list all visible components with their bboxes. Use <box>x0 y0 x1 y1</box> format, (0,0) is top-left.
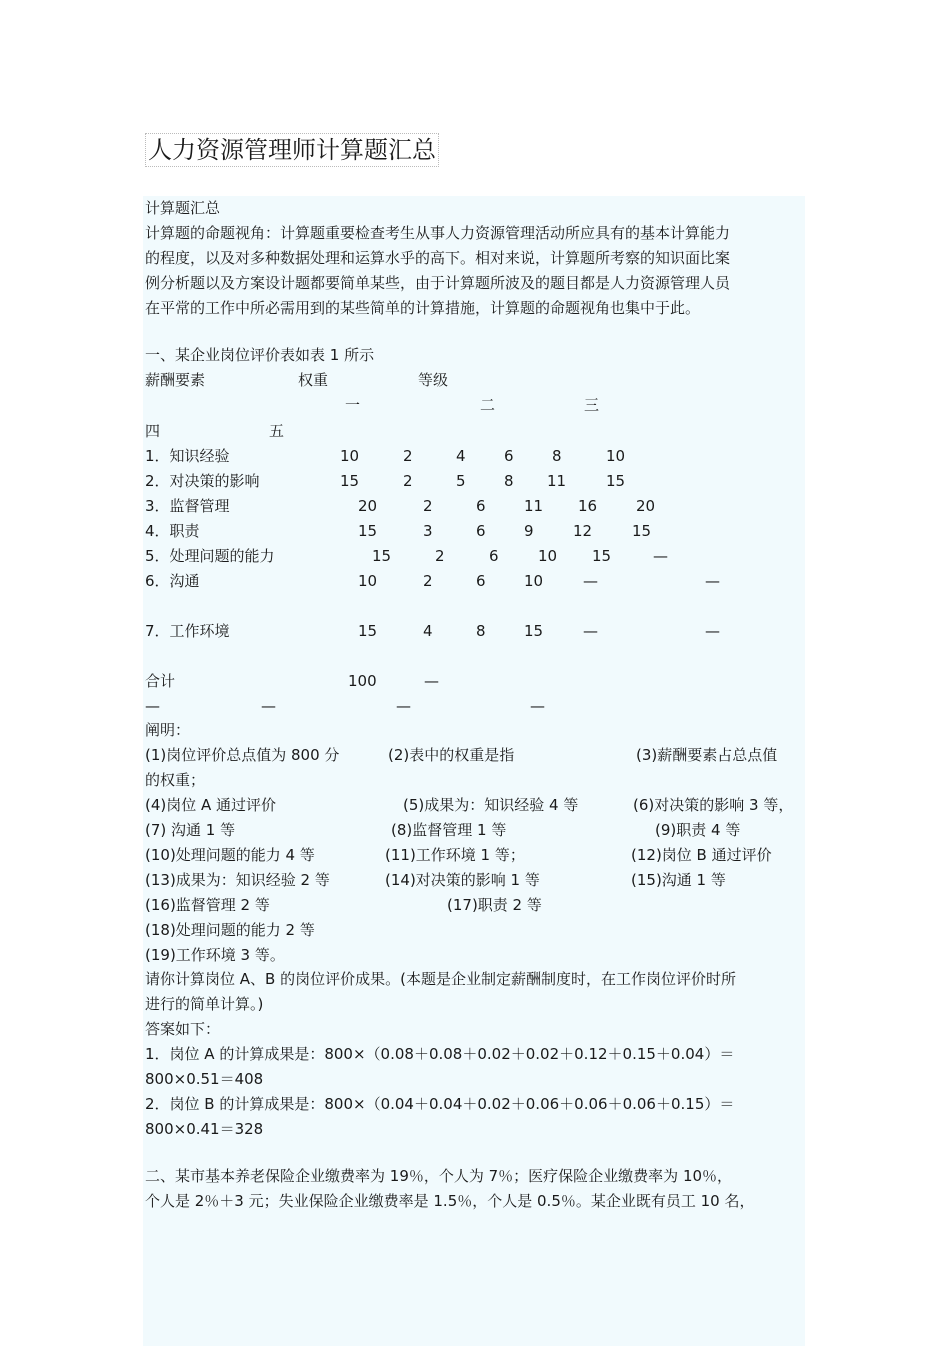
row-weight: 15 <box>358 522 378 540</box>
row-label: 4．职责 <box>145 522 200 540</box>
note-item: (9)职责 4 等 <box>655 821 741 839</box>
total-label: 合计 <box>145 672 176 690</box>
note-item: (19)工作环境 3 等。 <box>145 946 285 964</box>
note-item: (8)监督管理 1 等 <box>391 821 507 839</box>
row-cell: 16 <box>578 497 598 515</box>
note-item: (11)工作环境 1 等； <box>385 846 525 864</box>
q2-line: 二、某市基本养老保险企业缴费率为 19％，个人为 7％；医疗保险企业缴费率为 10％， <box>145 1167 733 1185</box>
note-item: (10)处理问题的能力 4 等 <box>145 846 315 864</box>
answer-line: 1．岗位 A 的计算成果是：800×（0.08＋0.08＋0.02＋0.02＋0.12＋0.15＋0.04）＝ <box>145 1045 735 1063</box>
row-cell: 10 <box>538 547 558 565</box>
answer-line: 800×0.41＝328 <box>145 1120 264 1138</box>
intro-line: 在平常的工作中所必需用到的某些简单的计算措施，计算题的命题视角也集中于此。 <box>145 299 701 317</box>
row-cell: — <box>653 547 668 565</box>
row-cell: 4 <box>456 447 466 465</box>
row-label: 3．监督管理 <box>145 497 230 515</box>
row-cell: — <box>705 622 720 640</box>
row-cell: 5 <box>456 472 466 490</box>
total-cell: — <box>396 697 411 715</box>
row-cell: 15 <box>592 547 612 565</box>
row-cell: 4 <box>423 622 433 640</box>
row-cell: 2 <box>403 472 413 490</box>
total-cell: — <box>261 697 276 715</box>
row-weight: 10 <box>340 447 360 465</box>
row-cell: 12 <box>573 522 593 540</box>
row-label: 6．沟通 <box>145 572 200 590</box>
note-item: (17)职责 2 等 <box>447 896 542 914</box>
header-weight: 权重 <box>298 371 329 389</box>
row-cell: 2 <box>435 547 445 565</box>
row-cell: 6 <box>476 522 486 540</box>
note-item: (12)岗位 B 通过评价 <box>631 846 772 864</box>
total-cell: — <box>145 697 160 715</box>
row-cell: 8 <box>552 447 562 465</box>
row-weight: 15 <box>340 472 360 490</box>
row-cell: 8 <box>476 622 486 640</box>
row-cell: 15 <box>524 622 544 640</box>
header-factor: 薪酬要素 <box>145 371 206 389</box>
row-cell: 20 <box>636 497 656 515</box>
row-cell: — <box>583 622 598 640</box>
header-grade: 等级 <box>418 371 449 389</box>
row-cell: 11 <box>547 472 567 490</box>
total-weight: 100 <box>348 672 377 690</box>
note-item: (7) 沟通 1 等 <box>145 821 236 839</box>
answer-line: 2．岗位 B 的计算成果是：800×（0.04＋0.04＋0.02＋0.06＋0.06＋0.06＋0.15）＝ <box>145 1095 735 1113</box>
content-panel <box>143 196 805 1346</box>
row-cell: 15 <box>632 522 652 540</box>
header-grade-5: 五 <box>269 422 285 440</box>
row-cell: 8 <box>504 472 514 490</box>
row-cell: 10 <box>606 447 626 465</box>
row-cell: 2 <box>423 497 433 515</box>
total-cell: — <box>424 672 439 690</box>
row-cell: 6 <box>476 572 486 590</box>
row-cell: 3 <box>423 522 433 540</box>
row-label: 2．对决策的影响 <box>145 472 260 490</box>
note-item: (4)岗位 A 通过评价 <box>145 796 277 814</box>
q2-line: 个人是 2％＋3 元；失业保险企业缴费率是 1.5％，个人是 0.5％。某企业既有员工 10 名， <box>145 1192 755 1210</box>
note-item: (13)成果为：知识经验 2 等 <box>145 871 330 889</box>
note-item: (14)对决策的影响 1 等 <box>385 871 540 889</box>
row-label: 1．知识经验 <box>145 447 230 465</box>
row-weight: 10 <box>358 572 378 590</box>
header-grade-2: 二 <box>480 396 496 414</box>
row-cell: — <box>583 572 598 590</box>
question-line: 请你计算岗位 A、B 的岗位评价成果。(本题是企业制定薪酬制度时，在工作岗位评价时所 <box>145 970 736 988</box>
row-cell: — <box>705 572 720 590</box>
note-item: (3)薪酬要素占总点值 <box>636 746 778 764</box>
note-item: (5)成果为：知识经验 4 等 <box>403 796 579 814</box>
row-cell: 6 <box>476 497 486 515</box>
row-weight: 15 <box>358 622 378 640</box>
row-cell: 2 <box>403 447 413 465</box>
answer-label: 答案如下： <box>145 1020 221 1038</box>
intro-line: 计算题的命题视角：计算题重要检查考生从事人力资源管理活动所应具有的基本计算能力 <box>145 224 731 242</box>
intro-heading: 计算题汇总 <box>145 199 221 217</box>
note-item: (15)沟通 1 等 <box>631 871 726 889</box>
note-item: (6)对决策的影响 3 等， <box>633 796 794 814</box>
row-cell: 2 <box>423 572 433 590</box>
note-label: 阐明： <box>145 721 191 739</box>
row-cell: 15 <box>606 472 626 490</box>
note-item: 的权重； <box>145 771 206 789</box>
note-item: (2)表中的权重是指 <box>388 746 515 764</box>
note-item: (16)监督管理 2 等 <box>145 896 270 914</box>
row-cell: 6 <box>489 547 499 565</box>
row-cell: 6 <box>504 447 514 465</box>
header-grade-4: 四 <box>145 422 161 440</box>
intro-line: 的程度，以及对多种数据处理和运算水乎的高下。相对来说，计算题所考察的知识面比案 <box>145 249 731 267</box>
row-weight: 20 <box>358 497 378 515</box>
q1-heading: 一、某企业岗位评价表如表 1 所示 <box>145 346 375 364</box>
note-item: (1)岗位评价总点值为 800 分 <box>145 746 340 764</box>
row-label: 7．工作环境 <box>145 622 230 640</box>
page-title: 人力资源管理师计算题汇总 <box>145 133 439 167</box>
row-cell: 9 <box>524 522 534 540</box>
row-label: 5．处理问题的能力 <box>145 547 275 565</box>
note-item: (18)处理问题的能力 2 等 <box>145 921 315 939</box>
answer-line: 800×0.51＝408 <box>145 1070 264 1088</box>
header-grade-3: 三 <box>584 396 600 414</box>
row-weight: 15 <box>372 547 392 565</box>
total-cell: — <box>530 697 545 715</box>
header-grade-1: 一 <box>345 396 361 414</box>
row-cell: 10 <box>524 572 544 590</box>
question-line: 进行的简单计算。) <box>145 995 264 1013</box>
row-cell: 11 <box>524 497 544 515</box>
intro-line: 例分析题以及方案设计题都要简单某些，由于计算题所波及的题目都是人力资源管理人员 <box>145 274 731 292</box>
